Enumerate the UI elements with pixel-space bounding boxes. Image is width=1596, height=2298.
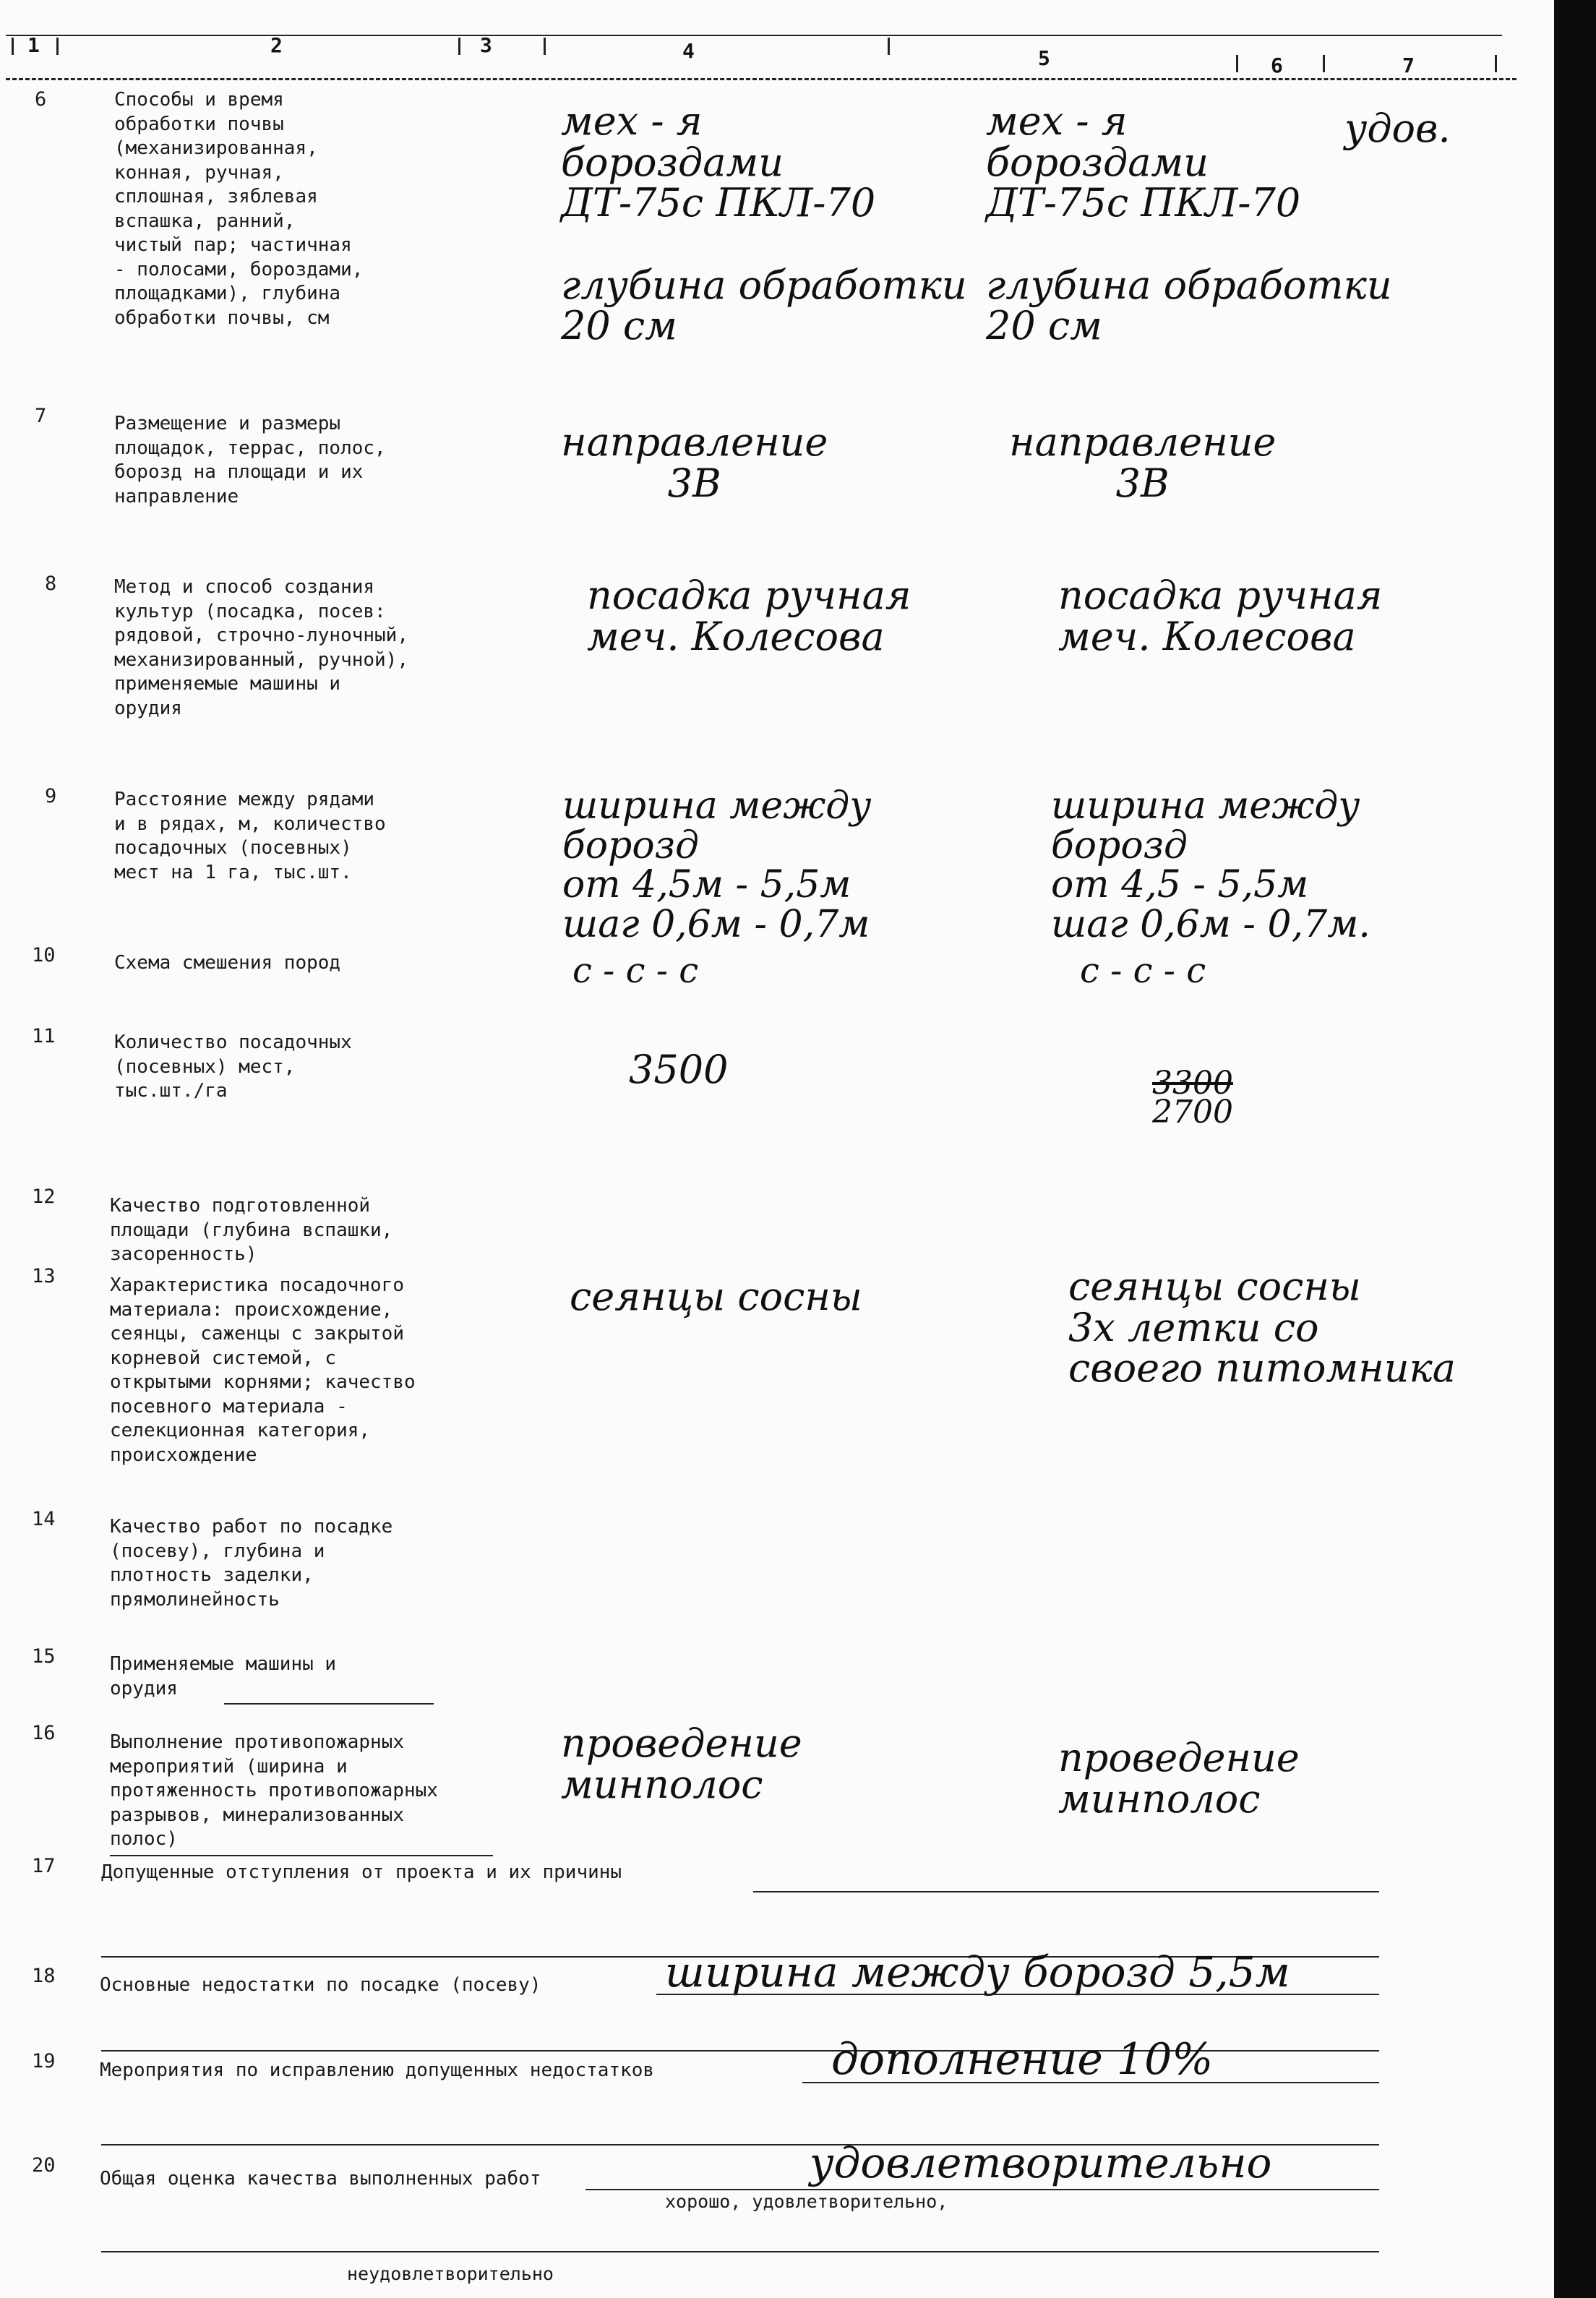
- struck-out-entry-col5: 3300: [1152, 1065, 1233, 1102]
- header-tick: [12, 38, 14, 55]
- handwritten-entry-col4: сеянцы сосны: [570, 1274, 862, 1319]
- handwritten-entry-col4: посадка ручная меч. Колесова: [587, 573, 911, 659]
- column-header-5: 5: [1038, 46, 1050, 70]
- handwritten-answer: ширина между борозд 5,5м: [665, 1947, 1290, 1997]
- column-header-6: 6: [1271, 53, 1283, 77]
- scan-edge: [1554, 0, 1596, 2298]
- handwritten-entry-col4: проведение минполос: [561, 1720, 802, 1807]
- header-tick: [1495, 55, 1497, 72]
- header-tick: [1323, 55, 1325, 72]
- answer-line: [753, 1891, 1379, 1892]
- column-header-1: 1: [27, 33, 40, 57]
- header-tick: [56, 38, 59, 55]
- row-label: Основные недостатки по посадке (посеву): [100, 1974, 541, 1996]
- row-label: Характеристика посадочного материала: происхождение, сеянцы, саженцы с закрытой корневой системой, с открытыми корнями; качество посевного материала - селекционная категория, происхождение: [110, 1274, 416, 1466]
- row-label: Метод и способ создания культур (посадка, посев: рядовой, строчно-луночный, механизированный, ручной), применяемые машины и орудия: [114, 576, 408, 719]
- answer-line: [101, 2251, 1379, 2252]
- row-label: Выполнение противопожарных мероприятий (ширина и протяженность противопожарных разрывов, минерализованных полос): [110, 1731, 438, 1851]
- header-tick: [458, 38, 460, 55]
- row-number: 6: [35, 88, 47, 111]
- row-label: Расстояние между рядами и в рядах, м, количество посадочных (посевных) мест на 1 га, тыс.шт.: [114, 789, 386, 883]
- row-number: 18: [32, 1965, 56, 1987]
- header-bottom-rule: [6, 78, 1516, 80]
- handwritten-entry-col4: мех - я бороздами ДТ-75с ПКЛ-70 глубина обработки 20 см: [561, 98, 967, 349]
- header-top-rule: [6, 35, 1502, 36]
- column-header-4: 4: [682, 39, 695, 63]
- handwritten-answer: дополнение 10%: [831, 2034, 1214, 2085]
- row-label: Количество посадочных (посевных) мест, тыс.шт./га: [114, 1032, 352, 1102]
- header-tick: [544, 38, 546, 55]
- handwritten-entry-col5: 2700: [1152, 1094, 1233, 1131]
- row-number: 15: [32, 1645, 56, 1668]
- handwritten-entry-col4: с - с - с: [572, 951, 699, 991]
- row-number: 8: [45, 573, 57, 595]
- row-number: 10: [32, 944, 56, 966]
- handwritten-entry-col5: сеянцы сосны 3х летки со своего питомника: [1068, 1264, 1456, 1392]
- row-label: Качество подготовленной площади (глубина вспашки, засоренность): [110, 1195, 393, 1266]
- answer-line: [802, 2082, 1379, 2083]
- handwritten-entry-col5: с - с - с: [1080, 951, 1206, 991]
- row-number: 20: [32, 2154, 56, 2177]
- row-label: Качество работ по посадке (посеву), глубина и плотность заделки, прямолинейность: [110, 1516, 393, 1611]
- handwritten-entry-col7: удов.: [1344, 106, 1451, 151]
- grade-options: неудовлетворительно: [347, 2263, 554, 2284]
- row-label: Способы и время обработки почвы (механизированная, конная, ручная, сплошная, зяблевая вспашка, ранний, чистый пар; частичная - полосами, бороздами, площадками), глубина обработки почвы, см: [114, 89, 364, 329]
- row-number: 12: [32, 1186, 56, 1208]
- row-number: 16: [32, 1722, 56, 1744]
- handwritten-entry-col5: ширина между борозд от 4,5 - 5,5м шаг 0,6м - 0,7м.: [1051, 784, 1370, 946]
- row-label: Применяемые машины и орудия: [110, 1653, 337, 1699]
- column-header-2: 2: [270, 33, 283, 57]
- row-label: Допущенные отступления от проекта и их причины: [101, 1861, 622, 1883]
- column-header-7: 7: [1402, 53, 1415, 77]
- row-label: Мероприятия по исправлению допущенных недостатков: [100, 2059, 655, 2081]
- handwritten-entry-col4: ширина между борозд от 4,5м - 5,5м шаг 0,6м - 0,7м: [562, 784, 872, 946]
- row-label: Общая оценка качества выполненных работ: [100, 2168, 541, 2190]
- underline: [110, 1855, 493, 1856]
- handwritten-answer: удовлетворительно: [810, 2138, 1272, 2187]
- handwritten-entry-col5: направление 3В: [1009, 419, 1277, 506]
- row-number: 11: [32, 1025, 56, 1047]
- row-number: 17: [32, 1855, 56, 1877]
- handwritten-entry-col4: 3500: [629, 1047, 729, 1092]
- row-number: 14: [32, 1508, 56, 1530]
- handwritten-entry-col5: мех - я бороздами ДТ-75с ПКЛ-70 глубина обработки 20 см: [986, 98, 1392, 349]
- answer-line: [656, 1994, 1379, 1995]
- underline: [224, 1703, 434, 1705]
- handwritten-entry-col5: проведение минполос: [1058, 1735, 1300, 1822]
- row-number: 13: [32, 1265, 56, 1287]
- row-label: Схема смешения пород: [114, 952, 341, 974]
- row-number: 7: [35, 405, 47, 427]
- row-number: 19: [32, 2050, 56, 2072]
- grade-options: хорошо, удовлетворительно,: [665, 2191, 948, 2212]
- row-label: Размещение и размеры площадок, террас, полос, борозд на площади и их направление: [114, 413, 386, 507]
- handwritten-entry-col5: посадка ручная меч. Колесова: [1058, 573, 1383, 659]
- header-tick: [888, 38, 890, 55]
- column-header-3: 3: [480, 33, 492, 57]
- row-number: 9: [45, 785, 57, 807]
- header-tick: [1236, 55, 1238, 72]
- handwritten-entry-col4: направление 3В: [561, 419, 828, 506]
